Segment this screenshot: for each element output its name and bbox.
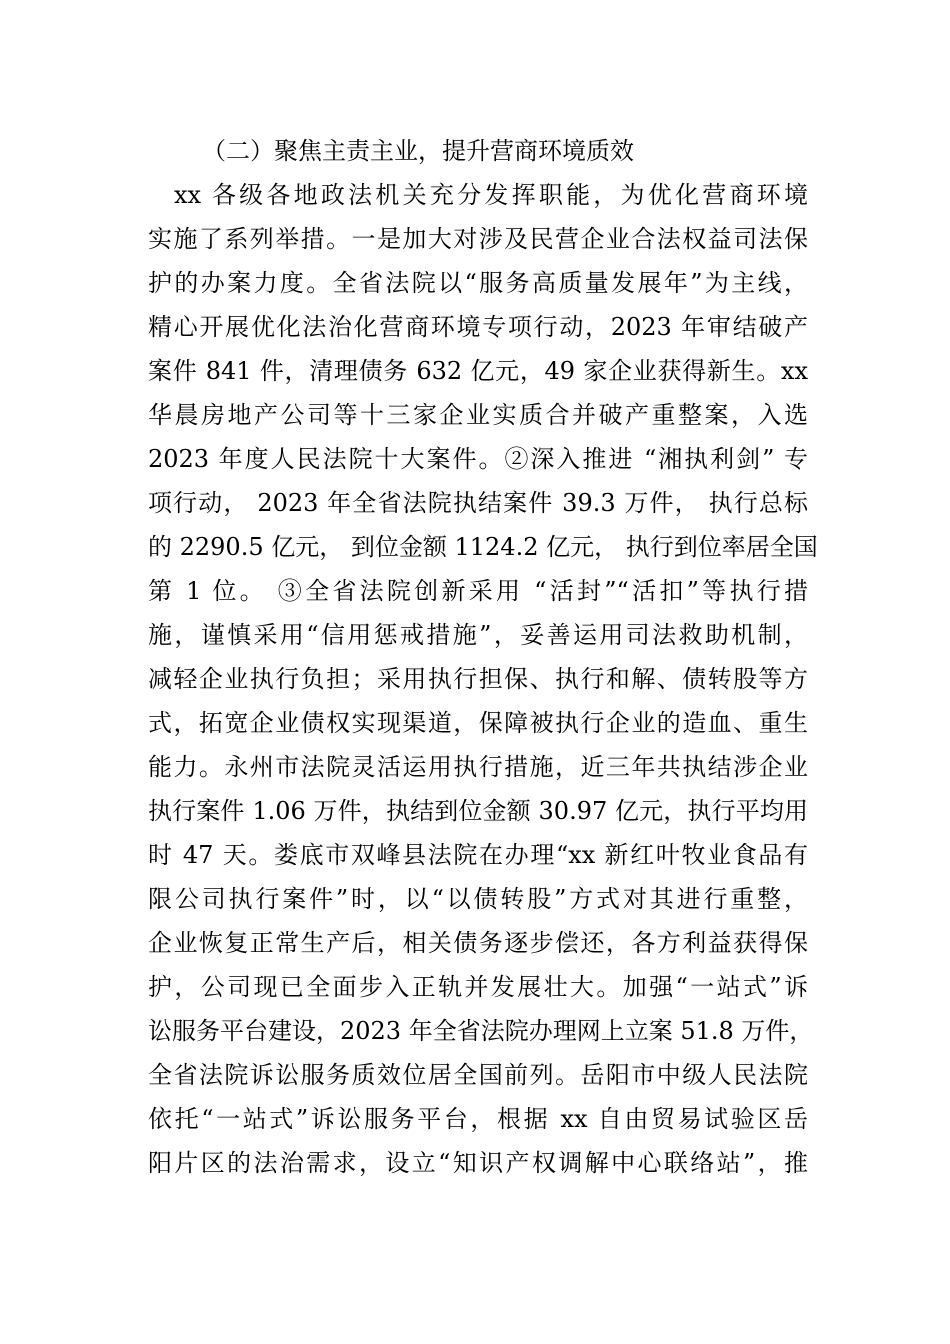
- text-line: 护的办案力度。全省法院以“服务高质量发展年”为主线，: [148, 269, 808, 297]
- text-line: 依托“一站式”诉讼服务平台，根据 xx 自由贸易试验区岳: [148, 1105, 808, 1133]
- text-line: 讼服务平台建设，2023 年全省法院办理网上立案 51.8 万件，: [148, 1017, 814, 1045]
- text-line: 减轻企业执行负担；采用执行担保、执行和解、债转股等方: [148, 665, 808, 693]
- text-line: 阳片区的法治需求，设立“知识产权调解中心联络站”，推: [148, 1149, 808, 1177]
- text-line: 精心开展优化法治化营商环境专项行动，2023 年审结破产: [148, 313, 808, 341]
- text-line: 案件 841 件，清理债务 632 亿元，49 家企业获得新生。xx: [148, 357, 808, 385]
- body-paragraph: [148, 173, 818, 1185]
- text-line: 式，拓宽企业债权实现渠道，保障被执行企业的造血、重生: [148, 709, 808, 737]
- text-line: xx 各级各地政法机关充分发挥职能，为优化营商环境: [174, 181, 808, 209]
- text-line: 时 47 天。娄底市双峰县法院在办理“xx 新红叶牧业食品有: [148, 841, 808, 869]
- text-line: 华晨房地产公司等十三家企业实质合并破产重整案，入选: [148, 401, 808, 429]
- text-line: 限公司执行案件”时，以“以债转股”方式对其进行重整，: [148, 885, 808, 913]
- text-line: 企业恢复正常生产后，相关债务逐步偿还，各方利益获得保: [148, 929, 808, 957]
- text-line: 的 2290.5 亿元， 到位金额 1124.2 亿元， 执行到位率居全国: [148, 533, 818, 561]
- text-line: 全省法院诉讼服务质效位居全国前列。岳阳市中级人民法院: [148, 1061, 808, 1089]
- text-line: 实施了系列举措。一是加大对涉及民营企业合法权益司法保: [148, 225, 808, 253]
- section-heading: （二）聚焦主责主业，提升营商环境质效: [202, 137, 634, 165]
- text-line: 护，公司现已全面步入正轨并发展壮大。加强“一站式”诉: [148, 973, 808, 1001]
- text-line: 2023 年度人民法院十大案件。②深入推进 “湘执利剑” 专: [148, 445, 808, 473]
- text-line: 施，谨慎采用“信用惩戒措施”，妥善运用司法救助机制，: [148, 621, 808, 649]
- text-line: 能力。永州市法院灵活运用执行措施，近三年共执结涉企业: [148, 753, 808, 781]
- text-line: 执行案件 1.06 万件，执结到位金额 30.97 亿元，执行平均用: [148, 797, 808, 825]
- text-line: 项行动， 2023 年全省法院执结案件 39.3 万件， 执行总标: [148, 489, 808, 517]
- text-line: 第 1 位。 ③全省法院创新采用 “活封”“活扣”等执行措: [148, 577, 808, 605]
